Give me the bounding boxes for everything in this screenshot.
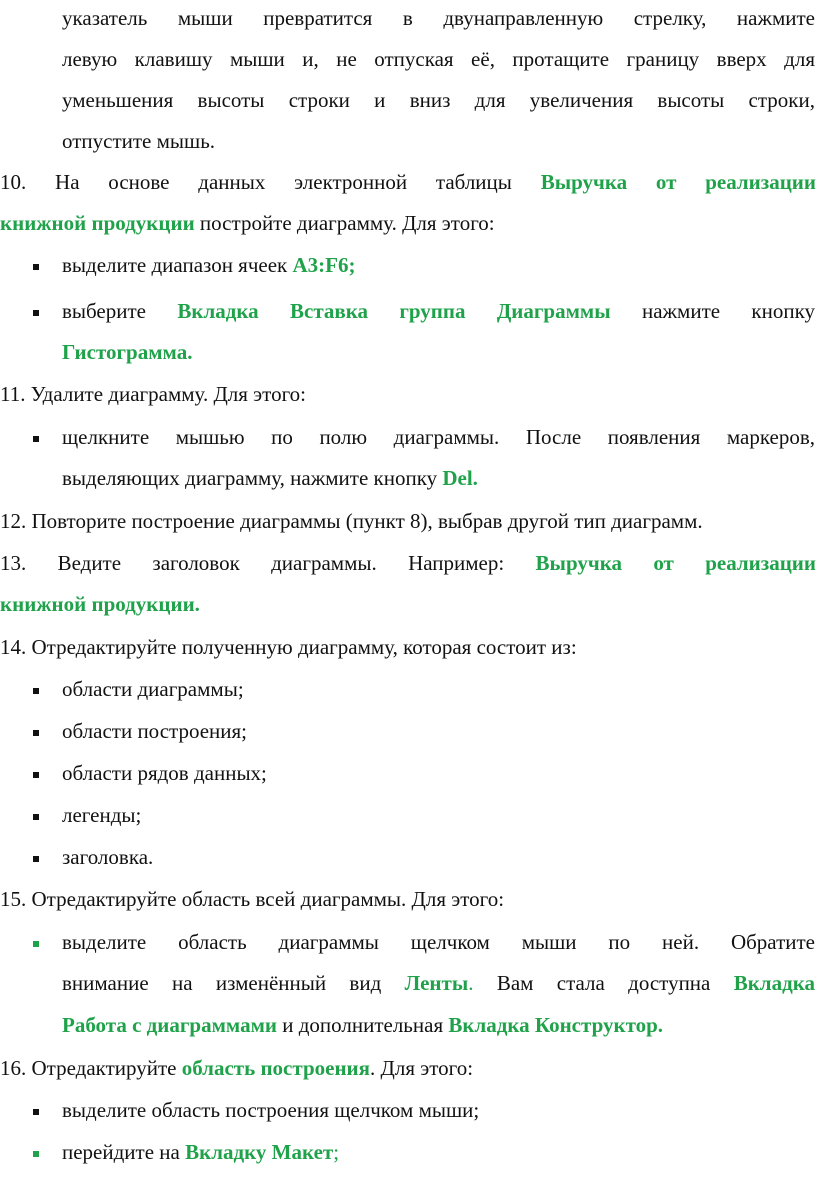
square-bullet-icon [33,1109,39,1115]
item-text: 13. Ведите заголовок диаграммы. Например: [0,551,505,575]
item-text: нажмите кнопку [641,299,816,323]
highlight-text: Ленты [404,971,469,995]
item-text: выделите диапазон ячеек [62,253,288,277]
square-bullet-icon [33,772,39,778]
highlight-text: Del. [442,466,478,490]
highlight-text: Выручка от реализации [540,170,816,194]
item-text: 16. Отредактируйте [0,1056,177,1080]
square-bullet-icon [33,1151,39,1157]
bullet-item: выделите область диаграммы щелчком мыши по ней. Обратите [62,930,815,954]
highlight-text: Вкладка Конструктор. [448,1013,664,1037]
item-text: . Для этого: [370,1056,474,1080]
highlight-text: Вкладка [733,971,815,995]
square-bullet-icon [33,436,39,442]
item-text: Вам стала доступна [496,971,711,995]
bullet-item-cont [62,1010,815,1040]
item-text: На основе данных электронной таблицы [55,170,512,194]
square-bullet-icon [33,264,39,270]
list-item-12: 12. Повторите построение диаграммы (пункт 8), выбрав другой тип диаграмм. [0,509,703,533]
list-item-16 [0,1053,816,1083]
square-bullet-icon [33,941,39,947]
bullet-item [62,296,815,326]
list-item-10-cont [0,208,816,238]
highlight-text: Выручка от реализации [535,551,816,575]
list-item-11: 11. Удалите диаграмму. Для этого: [0,382,307,406]
item-text: выберите [62,299,146,323]
punctuation: . [468,971,474,995]
punctuation: ; [333,1140,340,1164]
square-bullet-icon [33,856,39,862]
bullet-item: выделите область построения щелчком мыши; [62,1098,480,1122]
square-bullet-icon [33,814,39,820]
bullet-item [62,250,815,280]
bullet-item-cont [62,463,815,493]
list-item-13 [0,548,816,578]
highlight-text: область построения [181,1056,371,1080]
bullet-item: области диаграммы; [62,677,244,701]
bullet-item: области рядов данных; [62,761,267,785]
item-number: 10. [0,170,27,194]
item-text: и дополнительная [282,1013,444,1037]
list-item-15: 15. Отредактируйте область всей диаграммы. Для этого: [0,887,505,911]
item-text: внимание на изменённый вид [62,971,382,995]
highlight-text: A3:F6; [292,253,356,277]
highlight-text: Вкладка Вставка группа Диаграммы [177,299,611,323]
highlight-text: книжной продукции [0,211,195,235]
highlight-text: Гистограмма. [62,340,193,364]
item-text: выделяющих диаграмму, нажмите кнопку [62,466,438,490]
highlight-text: книжной продукции. [0,592,200,616]
item-text: перейдите на [62,1140,180,1164]
highlight-text: Вкладку Макет [185,1140,334,1164]
bullet-item-cont [62,968,815,998]
highlight-text: Работа с диаграммами [62,1013,277,1037]
bullet-item [62,1137,815,1167]
list-item-13-cont [0,589,816,619]
bullet-item: области построения; [62,719,248,743]
square-bullet-icon [33,688,39,694]
paragraph-line: отпустите мышь. [62,129,216,153]
list-item-10 [0,167,816,197]
paragraph-line: уменьшения высоты строки и вниз для увеличения высоты строки, [62,88,815,112]
bullet-item: щелкните мышью по полю диаграммы. После появления маркеров, [62,425,815,449]
bullet-item: легенды; [62,803,142,827]
bullet-item: заголовка. [62,845,154,869]
paragraph-line: левую клавишу мыши и, не отпуская её, протащите границу вверх для [62,47,815,71]
paragraph-line: указатель мыши превратится в двунаправленную стрелку, нажмите [62,6,815,30]
item-text: постройте диаграмму. Для этого: [199,211,495,235]
square-bullet-icon [33,310,39,316]
square-bullet-icon [33,730,39,736]
bullet-item-cont [62,337,815,367]
list-item-14: 14. Отредактируйте полученную диаграмму, которая состоит из: [0,635,577,659]
